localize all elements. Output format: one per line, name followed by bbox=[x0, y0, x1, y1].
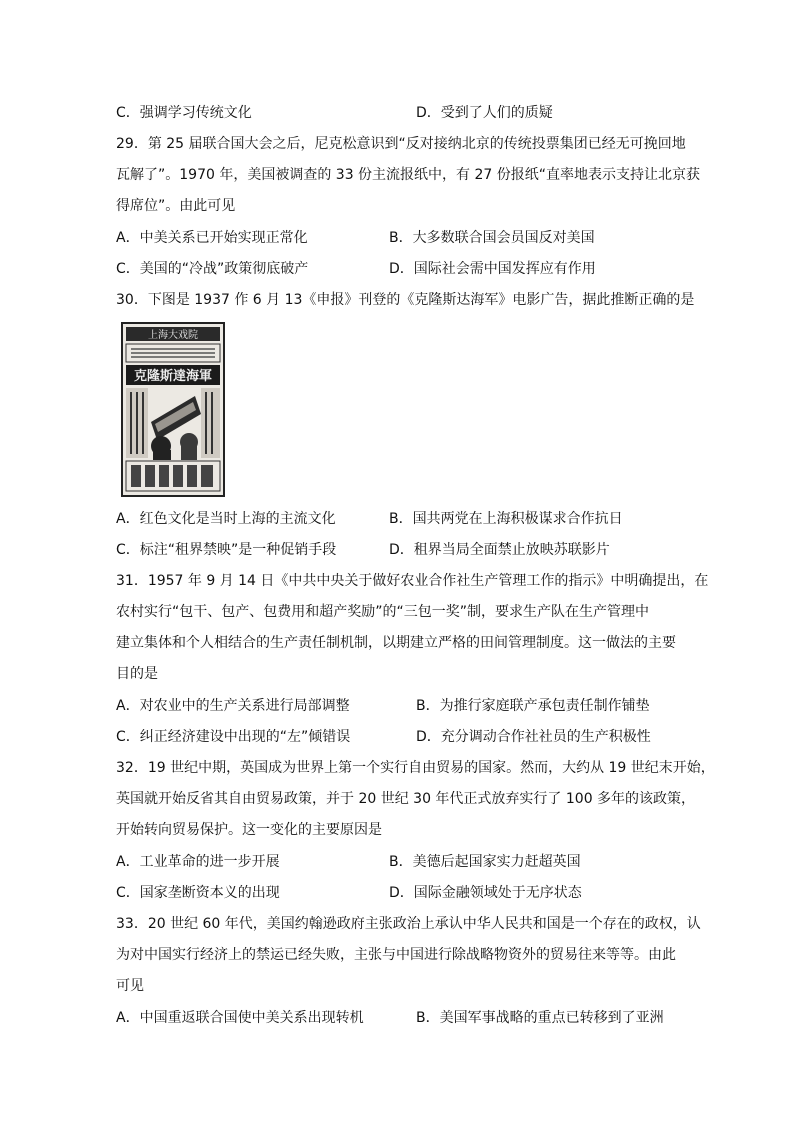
q31-option-a: A．对农业中的生产关系进行局部调整 bbox=[116, 698, 350, 714]
q33-stem-line-1: 33．20 世纪 60 年代，美国约翰逊政府主张政治上承认中华人民共和国是一个存在的政权，认 bbox=[116, 916, 701, 932]
q30-option-b: B．国共两党在上海积极谋求合作抗日 bbox=[389, 511, 623, 527]
q30-stem: 30．下图是 1937 作 6 月 13《申报》刊登的《克隆斯达海军》电影广告，据此推断正确的是 bbox=[116, 292, 695, 308]
q28-option-d: D．受到了人们的质疑 bbox=[416, 105, 553, 121]
q32-stem-line-2: 英国就开始反省其自由贸易政策，并于 20 世纪 30 年代正式放弃实行了 100 多年的该政策， bbox=[116, 791, 696, 807]
q29-stem-line-3: 得席位”。由此可见 bbox=[116, 198, 236, 214]
q32-stem-line-3: 开始转向贸易保护。这一变化的主要原因是 bbox=[116, 822, 382, 838]
q31-stem-line-4: 目的是 bbox=[116, 666, 158, 682]
q29-option-a: A．中美关系已开始实现正常化 bbox=[116, 230, 308, 246]
q32-option-b: B．美德后起国家实力赶超英国 bbox=[389, 854, 581, 870]
q28-option-c: C．强调学习传统文化 bbox=[116, 105, 252, 121]
q33-stem-line-2: 为对中国实行经济上的禁运已经失败，主张与中国进行除战略物资外的贸易往来等等。由此 bbox=[116, 947, 676, 963]
q29-option-d: D．国际社会需中国发挥应有作用 bbox=[389, 261, 596, 277]
q31-stem-line-1: 31．1957 年 9 月 14 日《中共中央关于做好农业合作社生产管理工作的指示》中明确提出，在 bbox=[116, 573, 709, 589]
q29-stem-line-1: 29．第 25 届联合国大会之后，尼克松意识到“反对接纳北京的传统投票集团已经无可挽回地 bbox=[116, 136, 686, 152]
q33-option-a: A．中国重返联合国使中美关系出现转机 bbox=[116, 1010, 364, 1026]
q29-stem-line-2: 瓦解了”。1970 年，美国被调查的 33 份主流报纸中，有 27 份报纸“直率地表示支持让北京获 bbox=[116, 167, 701, 183]
q31-option-c: C．纠正经济建设中出现的“左”倾错误 bbox=[116, 729, 351, 745]
movie-advertisement-image bbox=[121, 322, 225, 497]
q29-option-b: B．大多数联合国会员国反对美国 bbox=[389, 230, 595, 246]
poster-header-text: 上海大戏院 bbox=[148, 330, 198, 341]
q31-option-b: B．为推行家庭联产承包责任制作铺垫 bbox=[416, 698, 650, 714]
q30-option-c: C．标注“租界禁映”是一种促销手段 bbox=[116, 542, 337, 558]
poster-artwork bbox=[123, 324, 223, 495]
q32-stem-line-1: 32．19 世纪中期，英国成为世界上第一个实行自由贸易的国家。然而，大约从 19 世纪末开始， bbox=[116, 760, 715, 776]
q30-option-a: A．红色文化是当时上海的主流文化 bbox=[116, 511, 336, 527]
q32-option-d: D．国际金融领域处于无序状态 bbox=[389, 885, 582, 901]
poster-title-text: 克隆斯達海軍 bbox=[133, 369, 213, 384]
q30-option-d: D．租界当局全面禁止放映苏联影片 bbox=[389, 542, 610, 558]
q31-stem-line-2: 农村实行“包干、包产、包费用和超产奖励”的“三包一奖”制，要求生产队在生产管理中 bbox=[116, 604, 650, 620]
q33-option-b: B．美国军事战略的重点已转移到了亚洲 bbox=[416, 1010, 664, 1026]
q31-stem-line-3: 建立集体和个人相结合的生产责任制机制，以期建立严格的田间管理制度。这一做法的主要 bbox=[116, 635, 676, 651]
q32-option-c: C．国家垄断资本义的出现 bbox=[116, 885, 280, 901]
q29-option-c: C．美国的“冷战”政策彻底破产 bbox=[116, 261, 309, 277]
q31-option-d: D．充分调动合作社社员的生产积极性 bbox=[416, 729, 651, 745]
q32-option-a: A．工业革命的进一步开展 bbox=[116, 854, 280, 870]
q33-stem-line-3: 可见 bbox=[116, 978, 144, 994]
